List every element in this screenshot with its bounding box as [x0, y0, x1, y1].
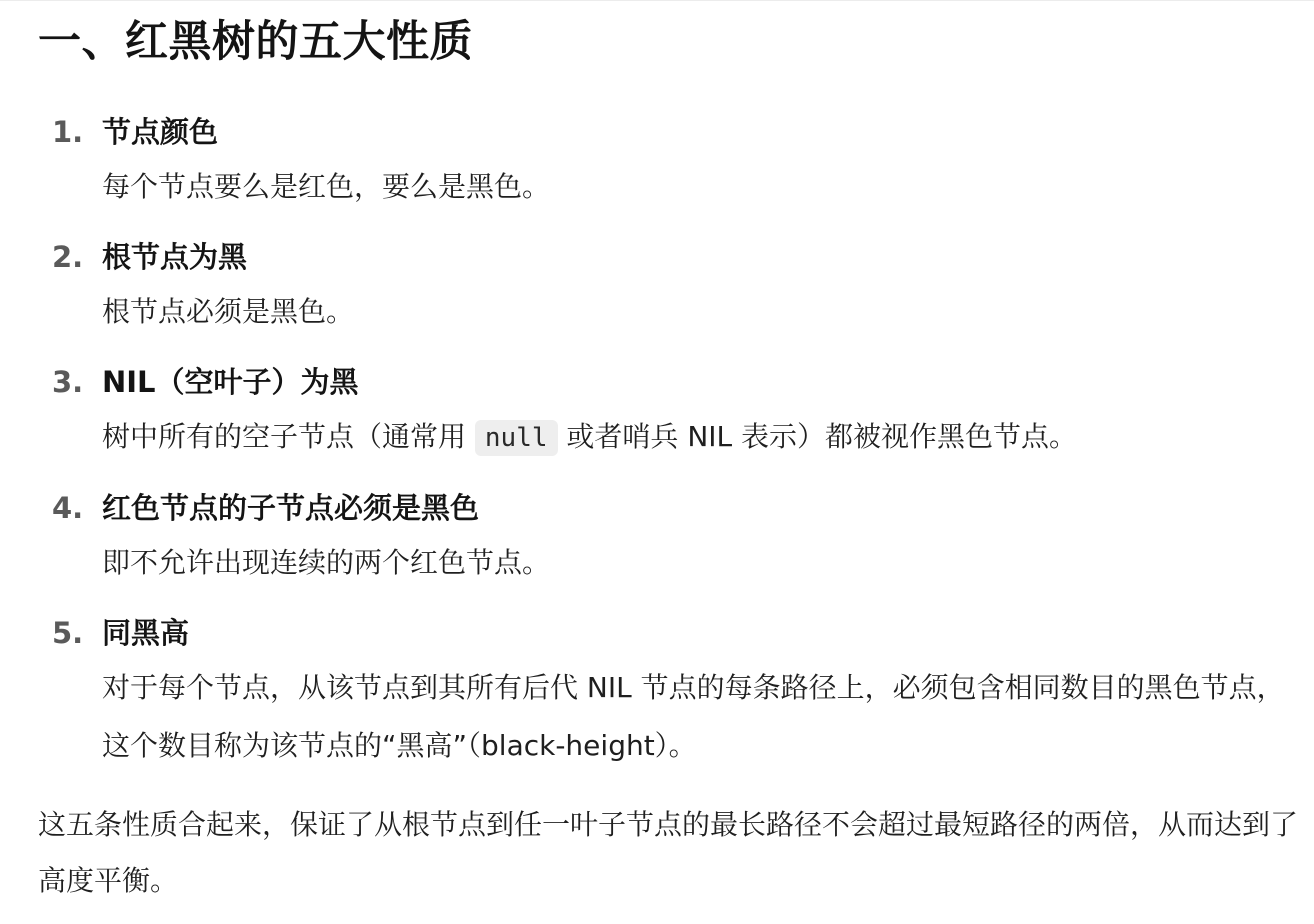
item-title: 红色节点的子节点必须是黑色 — [102, 491, 480, 525]
item-number: 1. — [52, 115, 84, 149]
list-item — [38, 607, 1314, 775]
item-description: 根节点必须是黑色。 — [102, 295, 355, 328]
top-divider — [0, 0, 1314, 1]
item-title: 根节点为黑 — [102, 240, 248, 274]
description-text: 或者哨兵 NIL 表示）都被视作黑色节点。 — [557, 420, 1078, 453]
item-description: 每个节点要么是红色，要么是黑色。 — [102, 170, 551, 203]
item-description: 对于每个节点，从该节点到其所有后代 NIL 节点的每条路径上，必须包含相同数目的黑色节点，这个数目称为该节点的“黑高”（black-height）。 — [102, 671, 1285, 762]
item-title: NIL（空叶子）为黑 — [102, 365, 359, 399]
list-item — [38, 106, 1314, 216]
properties-list — [38, 106, 1314, 775]
description-text: 树中所有的空子节点（通常用 — [102, 420, 475, 453]
item-number: 3. — [52, 365, 84, 399]
list-item — [38, 482, 1314, 592]
item-number: 2. — [52, 240, 84, 274]
item-number: 5. — [52, 616, 84, 650]
item-number: 4. — [52, 491, 84, 525]
item-title: 节点颜色 — [102, 115, 219, 149]
list-item — [38, 231, 1314, 341]
list-item — [38, 356, 1314, 467]
item-title: 同黑高 — [102, 616, 190, 650]
inline-code: null — [475, 420, 558, 456]
item-description — [102, 408, 1292, 467]
item-description: 即不允许出现连续的两个红色节点。 — [102, 546, 551, 579]
summary-paragraph: 这五条性质合起来，保证了从根节点到任一叶子节点的最长路径不会超过最短路径的两倍，从而达到了高度平衡。 — [38, 808, 1299, 897]
section-heading: 一、红黑树的五大性质 — [38, 17, 473, 67]
